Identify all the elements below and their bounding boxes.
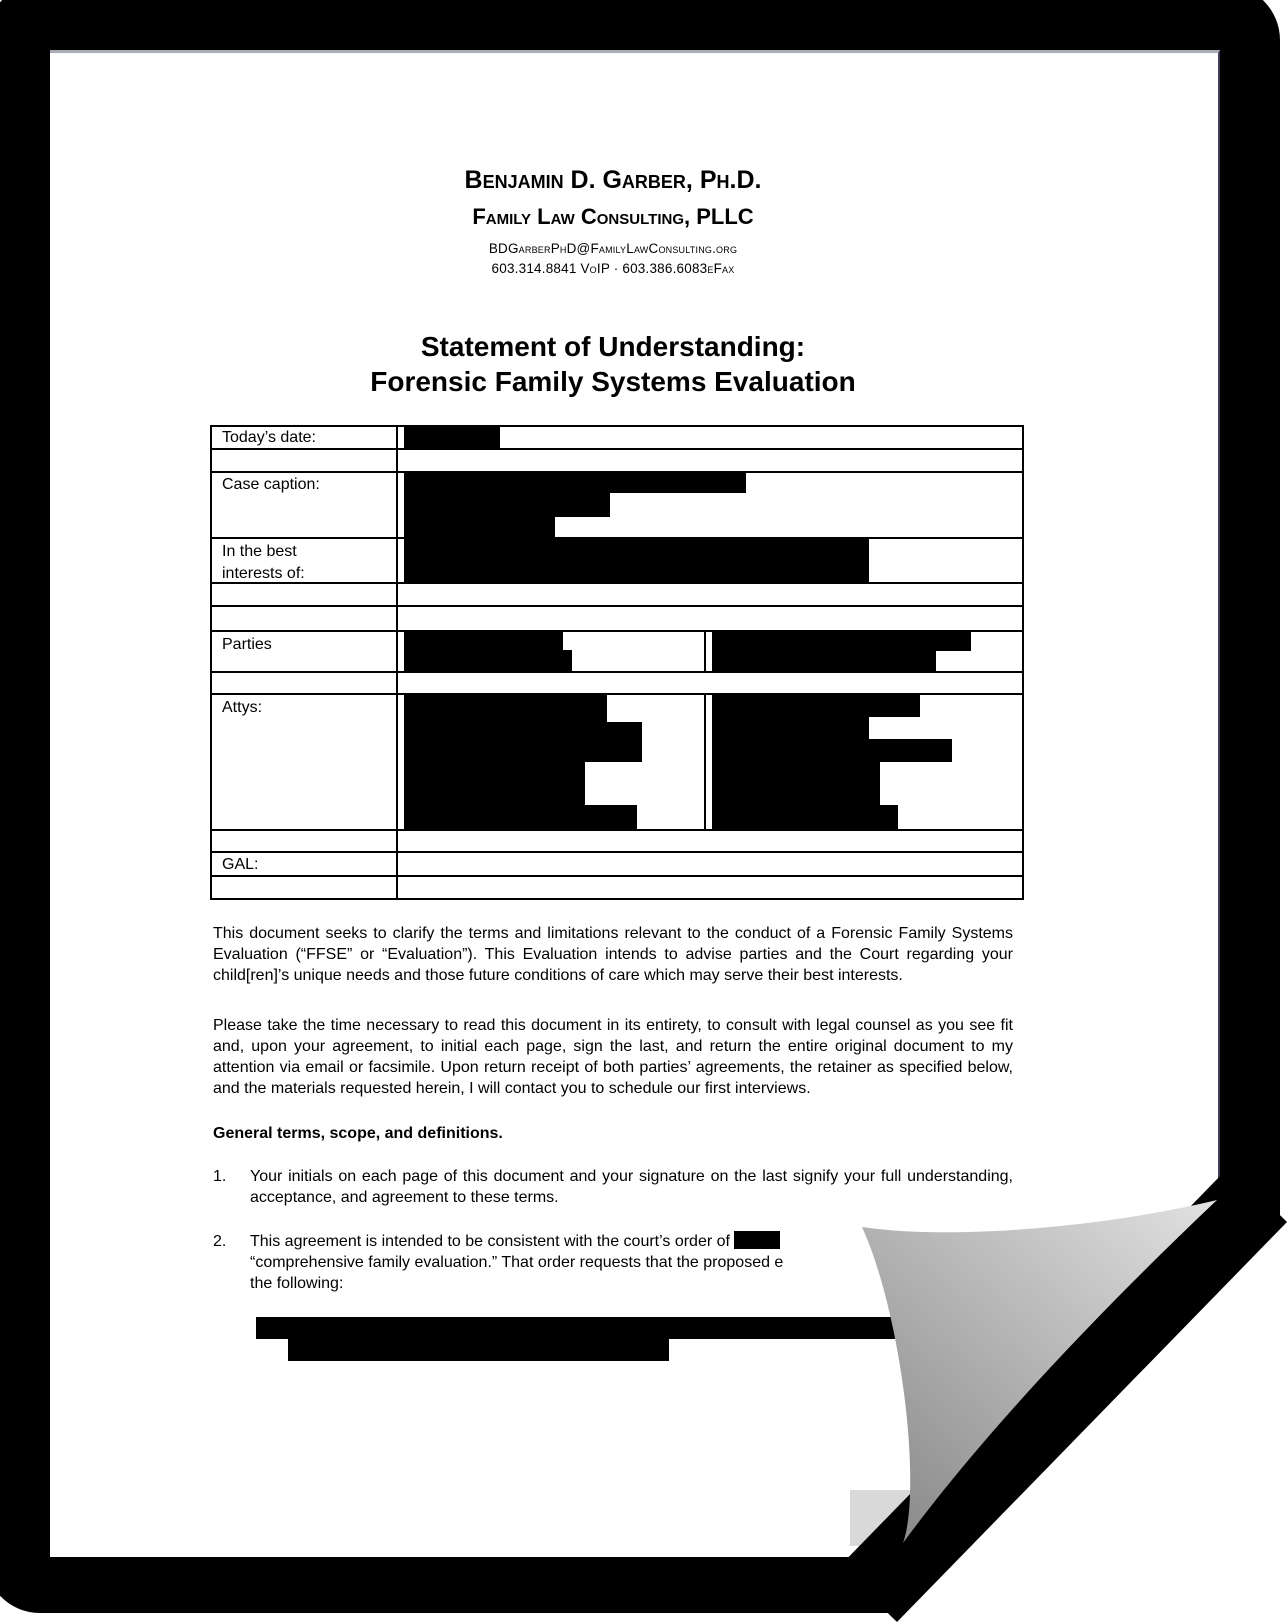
redaction-block-atty-left: [404, 695, 607, 722]
redaction-bar: [288, 1339, 669, 1361]
list-item-2-number: 2.: [213, 1233, 227, 1250]
table-border: [210, 671, 1024, 673]
table-label-date: Today’s date:: [222, 429, 316, 446]
paragraph-instructions: Please take the time necessary to read this document in its entirety, to consult with legal counsel as you see fit and, upon your agreement, to initial each page, sign the last, and return the entire original document to my attention via email or facsimile. Upon return receipt of both parties’ agreements, the retainer as specified below, and the materials requested herein, I will contact you to schedule our first interviews.: [213, 1017, 1013, 1097]
letterhead-email: BDGarberPhD@FamilyLawConsulting.org: [488, 241, 738, 256]
redaction-block-atty-left: [404, 762, 585, 805]
redaction-block-atty-left: [404, 805, 637, 829]
letterhead: [213, 164, 1013, 277]
table-border: [210, 829, 1024, 831]
table-border: [704, 693, 706, 829]
redaction-block-party-left: [404, 650, 572, 671]
table-label-interests: In the best interests of:: [222, 543, 305, 582]
page-curl: [770, 1100, 1287, 1622]
redaction-block-atty-left: [404, 722, 642, 762]
document-title: [213, 329, 1013, 399]
list-item-2-line2: “comprehensive family evaluation.” That order requests that the proposed e: [250, 1254, 784, 1271]
section-heading: General terms, scope, and definitions.: [213, 1125, 503, 1142]
list-item-1-text: Your initials on each page of this document and your signature on the last signify your full understanding, acceptance, and agreement to these terms.: [250, 1168, 1013, 1206]
list-item-2-line3: the following:: [250, 1275, 344, 1292]
redaction-block-party-right: [712, 651, 936, 671]
redaction-block-caption: [404, 493, 610, 517]
table-border: [210, 605, 1024, 607]
table-border: [210, 851, 1024, 853]
redaction-block-atty-right: [712, 805, 898, 829]
redaction-block-atty-right: [712, 695, 920, 717]
paragraph-intro: This document seeks to clarify the terms and limitations relevant to the conduct of a Forensic Family Systems Evaluation (“FFSE” or “Evaluation”). This Evaluation intends to advise parties and the Court regarding your child[ren]’s unique needs and those future conditions of care which may serve their best interests.: [213, 925, 1013, 984]
document-title-line1: Statement of Understanding:: [420, 331, 806, 362]
list-item-1-number: 1.: [213, 1168, 227, 1185]
table-border: [210, 898, 1024, 900]
table-label-caption: Case caption:: [222, 476, 320, 493]
redaction-block-date: [404, 427, 500, 448]
redaction-block-party-left: [404, 630, 563, 650]
redaction-block-atty-right: [712, 762, 880, 805]
document-title-line2: Forensic Family Systems Evaluation: [370, 366, 856, 397]
redaction-block-caption: [404, 471, 746, 493]
table-border: [396, 425, 398, 900]
table-border: [704, 630, 706, 671]
table-border: [1022, 425, 1024, 900]
table-label-parties: Parties: [222, 636, 272, 653]
redaction-block-caption: [404, 517, 555, 537]
redaction-block-atty-right: [712, 739, 952, 762]
table-label-gal: GAL:: [222, 856, 259, 873]
table-border: [210, 425, 212, 900]
letterhead-firm: Family Law Consulting, PLLC: [472, 204, 754, 229]
redaction-block-atty-right: [712, 717, 869, 739]
letterhead-name: Benjamin D. Garber, Ph.D.: [464, 166, 762, 194]
redaction-block-party-right: [712, 630, 971, 651]
letterhead-phone: 603.314.8841 VoIP · 603.386.6083eFax: [491, 261, 735, 276]
list-item-2-line1: This agreement is intended to be consistent with the court’s order of: [250, 1233, 730, 1250]
table-label-attys: Attys:: [222, 699, 263, 716]
redaction-block-interests: [404, 537, 869, 582]
